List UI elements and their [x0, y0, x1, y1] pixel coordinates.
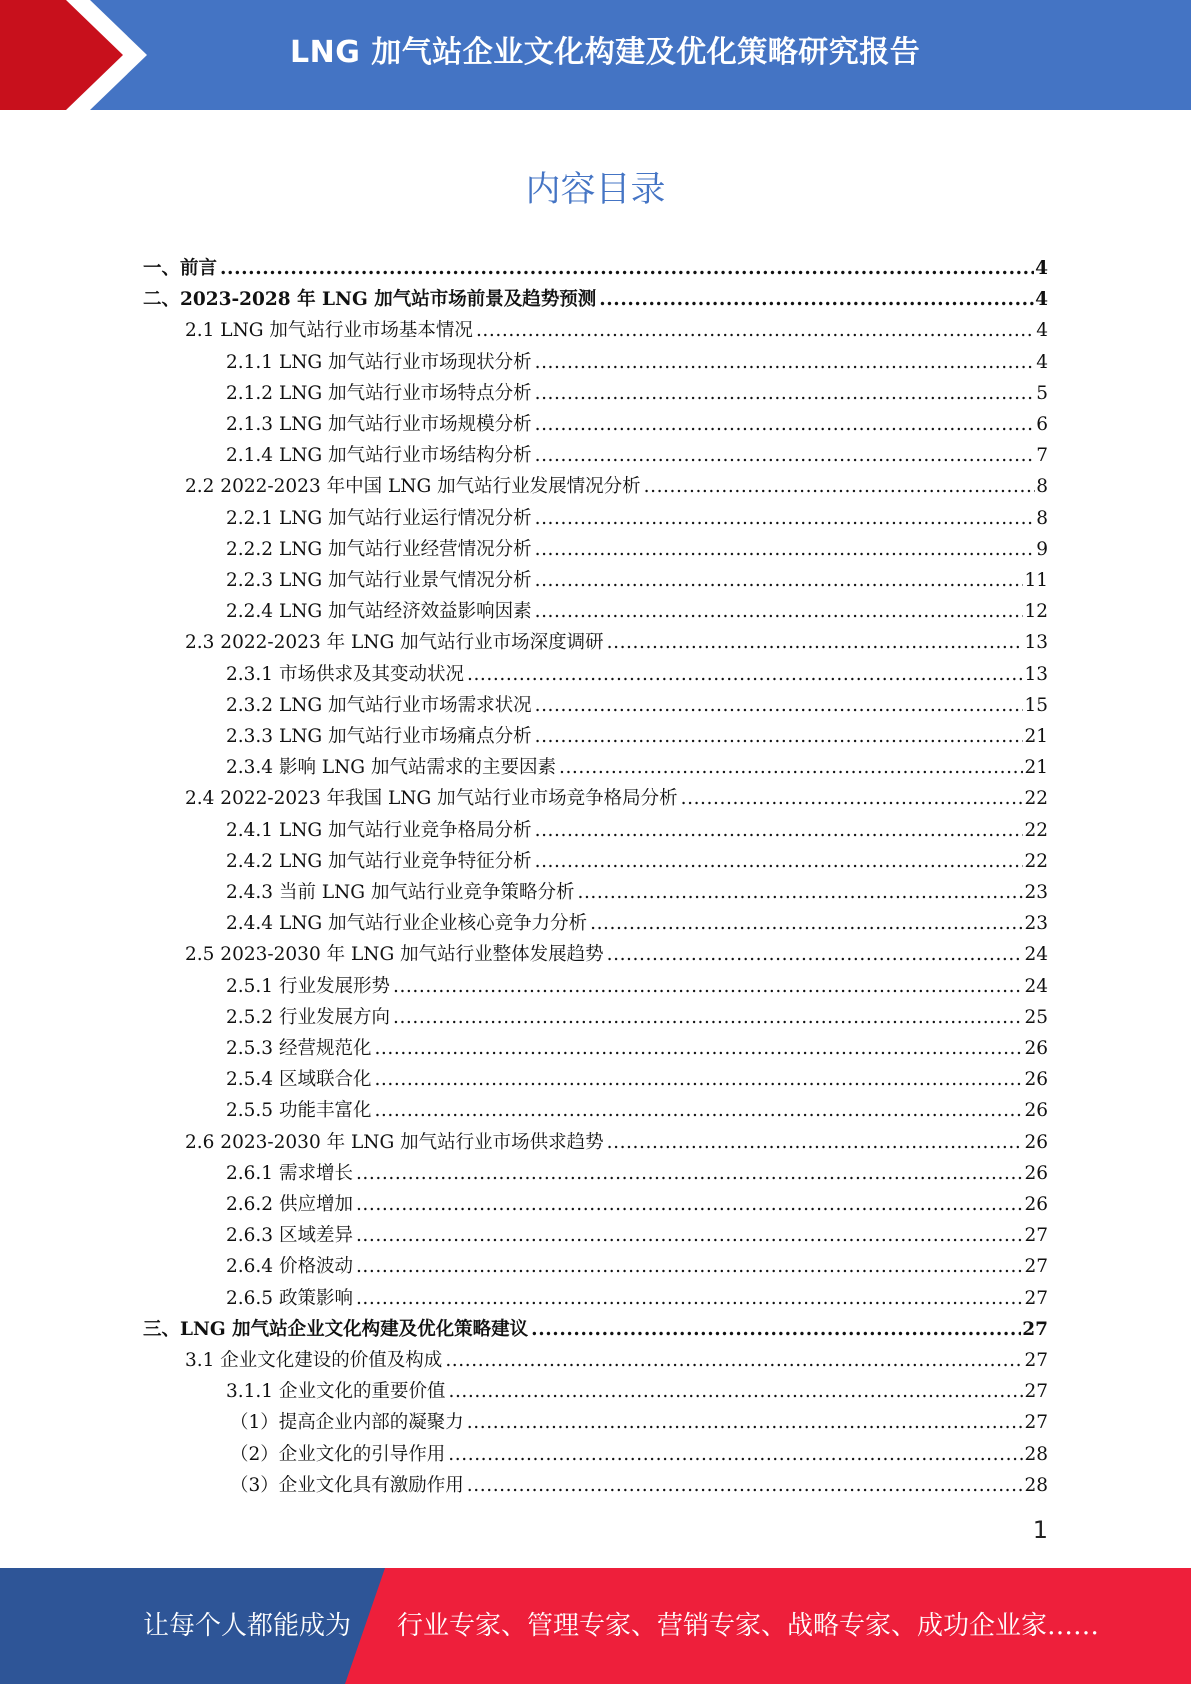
toc-entry-label: 2.5.3 经营规范化	[226, 1038, 372, 1059]
toc-entry[interactable]	[185, 315, 1048, 346]
toc-leader-dots	[476, 315, 1035, 346]
toc-leader-dots	[681, 783, 1024, 814]
footer-slogan-left: 让每个人都能成为	[143, 1611, 352, 1641]
toc-leader-dots	[356, 1251, 1024, 1282]
toc-entry[interactable]	[226, 752, 1048, 783]
page-header-band	[0, 0, 1191, 110]
toc-leader-dots	[535, 846, 1024, 877]
toc-entry-label: 2.3 2022-2023 年 LNG 加气站行业市场深度调研	[185, 632, 604, 654]
toc-entry[interactable]	[226, 565, 1048, 596]
toc-entry-label: 2.1 LNG 加气站行业市场基本情况	[185, 320, 473, 342]
toc-entry-page: 26	[1024, 1131, 1048, 1153]
toc-entry[interactable]	[226, 503, 1048, 534]
toc-entry-label: 2.5.2 行业发展方向	[226, 1006, 390, 1028]
toc-entry-label: 2.4.4 LNG 加气站行业企业核心竞争力分析	[226, 913, 588, 935]
toc-entry-label: 2.5.5 功能丰富化	[226, 1100, 372, 1122]
toc-entry-label: 2.4.2 LNG 加气站行业竞争特征分析	[226, 850, 532, 872]
toc-entry-page: 22	[1024, 788, 1048, 810]
toc-leader-dots	[590, 908, 1023, 939]
toc-entry[interactable]	[143, 1314, 1048, 1345]
toc-entry-page: 12	[1024, 601, 1048, 623]
toc-entry-page: 22	[1024, 819, 1048, 841]
toc-entry-page: 26	[1024, 1038, 1048, 1059]
toc-entry-label: 2.6.4 价格波动	[226, 1256, 353, 1278]
toc-entry-label: 2.1.3 LNG 加气站行业市场规模分析	[226, 414, 532, 435]
toc-leader-dots	[356, 1189, 1024, 1220]
toc-entry[interactable]	[226, 1064, 1048, 1095]
toc-entry[interactable]	[185, 1345, 1048, 1376]
toc-entry-label: 2.5.4 区域联合化	[226, 1069, 372, 1091]
toc-leader-dots	[445, 1345, 1023, 1376]
toc-entry-page: 26	[1024, 1069, 1048, 1091]
toc-entry[interactable]	[143, 253, 1048, 284]
toc-entry[interactable]	[226, 1189, 1048, 1220]
toc-entry-page: 13	[1024, 632, 1048, 654]
toc-leader-dots	[393, 1002, 1023, 1033]
toc-entry-label: 一、前言	[143, 258, 218, 279]
toc-entry-page: 4	[1035, 258, 1048, 279]
toc-entry-page: 21	[1024, 757, 1048, 779]
toc-entry[interactable]	[143, 284, 1048, 315]
toc-entry[interactable]	[226, 659, 1048, 690]
toc-entry-label: 2.2.1 LNG 加气站行业运行情况分析	[226, 507, 532, 529]
toc-leader-dots	[374, 1095, 1023, 1126]
toc-entry-label: 2.6.5 政策影响	[226, 1287, 353, 1309]
toc-leader-dots	[535, 721, 1024, 752]
toc-leader-dots	[374, 1033, 1023, 1064]
toc-entry-label: （2）企业文化的引导作用	[230, 1443, 446, 1465]
toc-entry-page: 27	[1024, 1412, 1048, 1434]
toc-entry-page: 25	[1024, 1006, 1048, 1028]
toc-entry-page: 4	[1035, 289, 1048, 311]
toc-entry[interactable]	[226, 877, 1048, 908]
toc-entry-page: 15	[1024, 694, 1048, 716]
toc-entry[interactable]	[226, 409, 1048, 440]
toc-entry[interactable]	[226, 1220, 1048, 1251]
toc-entry[interactable]	[226, 347, 1048, 378]
toc-leader-dots	[535, 409, 1036, 440]
toc-leader-dots	[535, 378, 1036, 409]
toc-leader-dots	[607, 1127, 1024, 1158]
toc-entry[interactable]	[226, 908, 1048, 939]
toc-entry-label: 2.4.1 LNG 加气站行业竞争格局分析	[226, 819, 532, 841]
toc-entry-page: 27	[1024, 1350, 1048, 1371]
toc-entry[interactable]	[226, 534, 1048, 565]
page-number: 1	[1032, 1516, 1048, 1544]
toc-entry[interactable]	[226, 378, 1048, 409]
toc-entry-label: 2.4.3 当前 LNG 加气站行业竞争策略分析	[226, 882, 575, 903]
toc-leader-dots	[448, 1439, 1023, 1470]
toc-entry[interactable]	[226, 1283, 1048, 1314]
toc-leader-dots	[535, 503, 1036, 534]
toc-entry-page: 8	[1036, 476, 1048, 498]
toc-entry-page: 13	[1024, 663, 1048, 685]
toc-entry-label: 2.6.3 区域差异	[226, 1225, 353, 1247]
toc-entry-label: 2.4 2022-2023 年我国 LNG 加气站行业市场竞争格局分析	[185, 788, 678, 810]
toc-leader-dots	[467, 1407, 1024, 1438]
toc-entry-page: 28	[1024, 1474, 1048, 1496]
toc-leader-dots	[220, 253, 1034, 284]
toc-leader-dots	[393, 971, 1023, 1002]
toc-entry-page: 11	[1024, 570, 1048, 591]
toc-entry[interactable]	[226, 1251, 1048, 1282]
toc-entry[interactable]	[226, 721, 1048, 752]
toc-entry-label: 2.6.2 供应增加	[226, 1194, 353, 1215]
toc-entry-page: 24	[1024, 975, 1048, 997]
toc-entry-page: 27	[1024, 1381, 1048, 1403]
toc-leader-dots	[467, 1470, 1024, 1501]
toc-entry-label: 2.1.2 LNG 加气站行业市场特点分析	[226, 382, 532, 404]
toc-leader-dots	[607, 627, 1024, 658]
toc-entry-label: 2.1.4 LNG 加气站行业市场结构分析	[226, 445, 532, 467]
toc-entry[interactable]	[185, 471, 1048, 502]
toc-entry-page: 23	[1024, 882, 1048, 903]
toc-leader-dots	[356, 1283, 1024, 1314]
toc-heading: 内容目录	[525, 170, 666, 210]
toc-entry[interactable]	[185, 627, 1048, 658]
footer-slogan-right: 行业专家、管理专家、营销专家、战略专家、成功企业家……	[397, 1611, 1100, 1641]
toc-entry-page: 26	[1024, 1194, 1048, 1215]
toc-leader-dots	[356, 1158, 1024, 1189]
toc-entry-page: 27	[1024, 1287, 1048, 1309]
toc-leader-dots	[607, 939, 1024, 970]
toc-leader-dots	[535, 596, 1024, 627]
toc-leader-dots	[535, 690, 1024, 721]
toc-entry[interactable]	[226, 1002, 1048, 1033]
toc-entry-page: 27	[1024, 1225, 1048, 1247]
toc-entry-label: 2.3.3 LNG 加气站行业市场痛点分析	[226, 726, 532, 747]
toc-entry-label: 2.6.1 需求增长	[226, 1162, 353, 1184]
toc-entry-page: 26	[1024, 1162, 1048, 1184]
toc-leader-dots	[535, 534, 1036, 565]
toc-leader-dots	[356, 1220, 1024, 1251]
toc-leader-dots	[577, 877, 1023, 908]
toc-entry-label: 2.3.4 影响 LNG 加气站需求的主要因素	[226, 757, 556, 779]
toc-entry-label: 3.1 企业文化建设的价值及构成	[185, 1350, 443, 1371]
toc-entry-page: 23	[1024, 913, 1048, 935]
toc-entry[interactable]	[226, 1033, 1048, 1064]
toc-entry-page: 21	[1024, 726, 1048, 747]
toc-leader-dots	[535, 347, 1036, 378]
toc-entry[interactable]	[230, 1407, 1048, 1438]
toc-entry-label: 2.5 2023-2030 年 LNG 加气站行业整体发展趋势	[185, 944, 604, 966]
toc-entry[interactable]	[226, 846, 1048, 877]
toc-entry-page: 27	[1024, 1256, 1048, 1278]
toc-entry[interactable]	[226, 815, 1048, 846]
toc-entry[interactable]	[226, 440, 1048, 471]
toc-entry-page: 24	[1024, 944, 1048, 966]
toc-entry-page: 26	[1024, 1100, 1048, 1122]
toc-leader-dots	[531, 1314, 1021, 1345]
toc-leader-dots	[599, 284, 1034, 315]
toc-entry[interactable]	[226, 971, 1048, 1002]
toc-entry[interactable]	[185, 1127, 1048, 1158]
toc-entry-page: 5	[1036, 382, 1048, 404]
toc-entry[interactable]	[185, 939, 1048, 970]
toc-leader-dots	[448, 1376, 1023, 1407]
toc-leader-dots	[535, 440, 1036, 471]
toc-leader-dots	[644, 471, 1036, 502]
toc-entry-page: 8	[1036, 507, 1048, 529]
toc-leader-dots	[467, 659, 1023, 690]
toc-entry-page: 28	[1024, 1443, 1048, 1465]
toc-entry-page: 4	[1036, 320, 1048, 342]
toc-entry-label: 2.6 2023-2030 年 LNG 加气站行业市场供求趋势	[185, 1131, 604, 1153]
toc-entry-label: 2.2.3 LNG 加气站行业景气情况分析	[226, 570, 532, 591]
toc-entry[interactable]	[226, 690, 1048, 721]
toc-leader-dots	[535, 815, 1024, 846]
toc-entry-page: 7	[1036, 445, 1048, 467]
toc-entry-page: 22	[1024, 850, 1048, 872]
toc-entry[interactable]	[185, 783, 1048, 814]
toc-entry-label: （3）企业文化具有激励作用	[230, 1474, 464, 1496]
toc-leader-dots	[374, 1064, 1023, 1095]
toc-entry-label: 三、LNG 加气站企业文化构建及优化策略建议	[143, 1318, 529, 1340]
toc-entry-page: 6	[1036, 414, 1048, 435]
toc-entry-page: 27	[1022, 1318, 1048, 1340]
toc-leader-dots	[535, 565, 1024, 596]
toc-entry-label: 3.1.1 企业文化的重要价值	[226, 1381, 446, 1403]
toc-entry-label: 2.1.1 LNG 加气站行业市场现状分析	[226, 351, 532, 373]
toc-entry-label: 2.2.2 LNG 加气站行业经营情况分析	[226, 538, 532, 560]
toc-entry-page: 9	[1036, 538, 1048, 560]
report-title: LNG 加气站企业文化构建及优化策略研究报告	[290, 35, 921, 70]
toc-entry[interactable]	[226, 1095, 1048, 1126]
toc-entry-label: （1）提高企业内部的凝聚力	[230, 1412, 464, 1434]
toc-entry[interactable]	[230, 1439, 1048, 1470]
toc-entry[interactable]	[226, 596, 1048, 627]
toc-entry[interactable]	[230, 1470, 1048, 1501]
toc-entry[interactable]	[226, 1158, 1048, 1189]
toc-entry-label: 2.2 2022-2023 年中国 LNG 加气站行业发展情况分析	[185, 476, 641, 498]
toc-entry[interactable]	[226, 1376, 1048, 1407]
toc-entry-page: 4	[1036, 351, 1048, 373]
toc-entry-label: 二、2023-2028 年 LNG 加气站市场前景及趋势预测	[143, 289, 597, 311]
toc-leader-dots	[559, 752, 1023, 783]
toc-entry-label: 2.2.4 LNG 加气站经济效益影响因素	[226, 601, 532, 623]
toc-entry-label: 2.5.1 行业发展形势	[226, 975, 390, 997]
page-footer-band	[0, 1568, 1191, 1684]
toc-entry-label: 2.3.2 LNG 加气站行业市场需求状况	[226, 694, 532, 716]
toc-entry-label: 2.3.1 市场供求及其变动状况	[226, 663, 464, 685]
